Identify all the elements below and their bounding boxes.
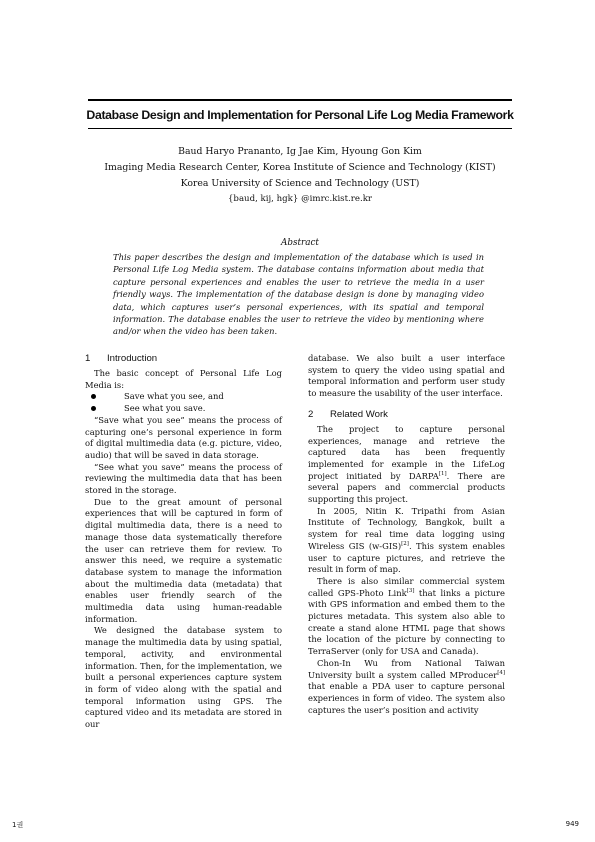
section-heading-introduction	[85, 353, 282, 365]
bullet-item: See what you save.	[85, 403, 282, 415]
page-number: 949	[565, 820, 579, 828]
citation-ref: [3]	[406, 587, 415, 594]
paragraph: Chon-In Wu from National Taiwan University built a system called MProducer[4] that enable a PDA user to capture personal experiences in form of video. The system also captures the user’s position and activity	[308, 657, 505, 715]
section-heading-related-work	[308, 409, 505, 421]
paragraph: Due to the great amount of personal experiences that will be captured in form of digital multimedia data, there is a need to manage those data systematically therefore the user can retrieve them for review. To answer this need, we require a systematic database system to manage the information about the multimedia data (metadata) that enables user friendly search of the multimedia data using human-readable information.	[85, 496, 282, 624]
title-top-rule	[88, 99, 512, 101]
author-list: Baud Haryo Prananto, Ig Jae Kim, Hyoung Gon Kim	[178, 146, 422, 157]
paragraph: There is also similar commercial system called GPS-Photo Link[3] that links a picture with GPS information and embed them to the pictures metadata. This system also able to create a stand alone HTML page that shows the location of the picture by connecting to TerraServer (only for USA and Canada).	[308, 575, 505, 657]
abstract-text: This paper describes the design and implementation of the database which is used in Personal Life Log Media system. The database contains information about media that capture personal experiences and enables the user to retrieve the media in a user friendly ways. The implementation of the database design is done by managing video data, which captures user’s personal experiences, with its spatial and temporal information. The database enables the user to retrieve the video by mentioning where and/or when the video has been taken.	[113, 252, 484, 337]
bullet-item: Save what you see, and	[85, 391, 282, 403]
title-bottom-rule	[88, 128, 512, 129]
paragraph: “Save what you see” means the process of capturing one’s personal experience in form of digital multimedia data (e.g. picture, video, audio) that will be saved in data storage.	[85, 414, 282, 460]
citation-ref: [2]	[401, 541, 409, 548]
paragraph: “See what you save” means the process of reviewing the multimedia data that has been stored in the storage.	[85, 461, 282, 496]
section-number: 1	[85, 353, 91, 364]
right-column	[308, 353, 505, 716]
citation-ref: [4]	[497, 669, 505, 676]
section-title: Related Work	[330, 408, 388, 420]
affiliation-line-2: Korea University of Science and Technology (UST)	[180, 178, 420, 189]
author-email: {baud, kij, hgk} @imrc.kist.re.kr	[227, 194, 373, 204]
paragraph: The project to capture personal experiences, manage and retrieve the captured data has been frequently implemented for example in the LifeLog project initiated by DARPA[1]. There are several papers and commercial products supporting this project.	[308, 423, 505, 505]
footer-volume: 1권	[12, 821, 24, 829]
section-title: Introduction	[107, 353, 158, 364]
section-number: 2	[308, 408, 314, 420]
paper-title: Database Design and Implementation for Personal Life Log Media Framework	[86, 108, 514, 122]
left-column	[85, 353, 282, 731]
affiliation-line-1: Imaging Media Research Center, Korea Institute of Science and Technology (KIST)	[104, 162, 496, 173]
abstract-heading: Abstract	[281, 238, 319, 248]
paragraph: We designed the database system to manage the multimedia data by using spatial, temporal, activity, and environmental information. Then, for the implementation, we built a personal experiences capture system in form of video along with the spatial and temporal information using GPS. The captured video and its metadata are stored in our	[85, 625, 282, 730]
citation-ref: [1]	[438, 470, 447, 477]
paragraph: The basic concept of Personal Life Log Media is:	[85, 368, 282, 390]
paragraph: In 2005, Nitin K. Tripathi from Asian Institute of Technology, Bangkok, built a system for real time data logging using Wireless GIS (w-GIS)[2]. This system enables user to capture pictures, and retrieve the result in form of map.	[308, 505, 505, 575]
bullet-list	[85, 391, 282, 414]
paragraph: database. We also built a user interface system to query the video using spatial and temporal information and perform user study to measure the usability of the user interface.	[308, 353, 505, 399]
